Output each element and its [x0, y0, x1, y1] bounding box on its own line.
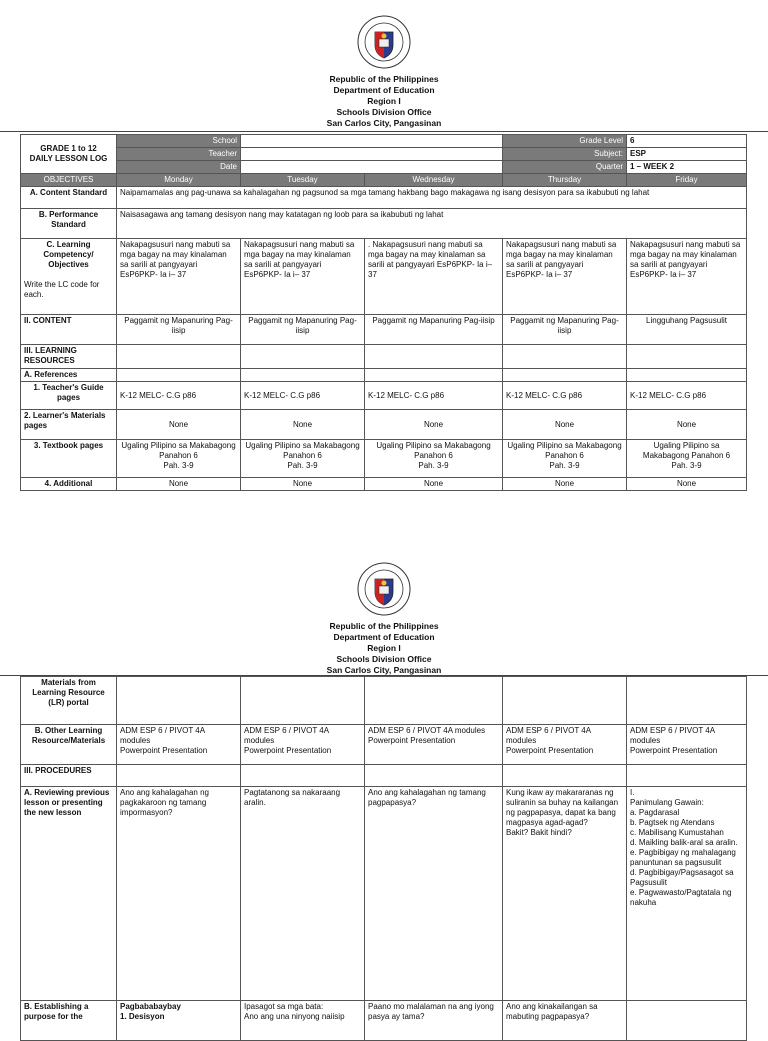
teacher-label: Teacher — [117, 148, 241, 161]
tb-tuesday: Ugaling Pilipino sa Makabagong Panahon 6 Pah. 3-9 — [241, 440, 365, 478]
textbook-label: 3. Textbook pages — [21, 440, 117, 478]
lesson-log-table-page1 — [20, 134, 747, 491]
dll-title-grade: GRADE 1 to 12 — [40, 144, 97, 153]
procedures-label: III. PROCEDURES — [21, 765, 117, 787]
add-wednesday: None — [365, 478, 503, 491]
lm-thursday: None — [503, 410, 627, 440]
lm-friday: None — [627, 410, 747, 440]
lm-tuesday: None — [241, 410, 365, 440]
lm-monday: None — [117, 410, 241, 440]
tg-friday: K-12 MELC- C.G p86 — [627, 382, 747, 410]
content-wednesday: Paggamit ng Mapanuring Pag-iisip — [365, 315, 503, 345]
additional-row — [21, 478, 747, 491]
review-friday: I. Panimulang Gawain: a. Pagdarasal b. Pagtsek ng Atendans c. Mabilisang Kumustahan d. Maikling balik-aral sa aralin. e. Pagbibigay ng mahalagang panuntunan sa pagsusulit d. Pagbibigay/Pagsasagot sa Pagsusulit e. Pagwawasto/Pagtatala ng nakuha — [627, 787, 747, 1001]
content-tuesday: Paggamit ng Mapanuring Pag-iisip — [241, 315, 365, 345]
content-standard-label: A. Content Standard — [21, 187, 117, 209]
add-thursday: None — [503, 478, 627, 491]
learning-resources-row — [21, 345, 747, 369]
review-label: A. Reviewing previous lesson or presenting the new lesson — [21, 787, 117, 1001]
performance-standard-row — [21, 209, 747, 239]
other-resources-row — [21, 725, 747, 765]
content-standard-text: Naipamamalas ang pag-unawa sa kahalagahan ng pagsunod sa mga tamang hakbang bago makagawa ng isang desisyon para sa ikabubuti ng lahat — [117, 187, 747, 209]
page1-divider — [0, 131, 768, 132]
purpose-wednesday: Paano mo malalaman na ang iyong pasya ay tama? — [365, 1001, 503, 1041]
date-label: Date — [117, 161, 241, 174]
header-region: Region I — [367, 96, 401, 106]
purpose-friday — [627, 1001, 747, 1041]
content-row — [21, 315, 747, 345]
col-friday: Friday — [627, 174, 747, 187]
learners-materials-label: 2. Learner's Materials pages — [21, 410, 117, 440]
review-row — [21, 787, 747, 1001]
procedures-row — [21, 765, 747, 787]
school-field[interactable] — [241, 135, 503, 148]
tg-thursday: K-12 MELC- C.G p86 — [503, 382, 627, 410]
header-region: Region I — [367, 643, 401, 653]
content-thursday: Paggamit ng Mapanuring Pag-iisip — [503, 315, 627, 345]
other-friday: ADM ESP 6 / PIVOT 4A modules Powerpoint Presentation — [627, 725, 747, 765]
references-row — [21, 369, 747, 382]
competency-label: C. Learning Competency/ Objectives — [43, 240, 94, 269]
competency-wednesday: . Nakapagsusuri nang mabuti sa mga bagay na may kinalaman sa sarili at pangyayari EsP6PKP- Ia i– 37 — [365, 239, 503, 315]
col-monday: Monday — [117, 174, 241, 187]
content-friday: Lingguhang Pagsusulit — [627, 315, 747, 345]
other-wednesday: ADM ESP 6 / PIVOT 4A modules Powerpoint Presentation — [365, 725, 503, 765]
purpose-row — [21, 1001, 747, 1041]
purpose-tuesday: Ipasagot sa mga bata: Ano ang una ninyong naiisip — [241, 1001, 365, 1041]
page1-header — [0, 15, 768, 129]
page2-header — [0, 562, 768, 676]
col-wednesday: Wednesday — [365, 174, 503, 187]
review-monday: Ano ang kahalagahan ng pagkakaroon ng tamang impormasyon? — [117, 787, 241, 1001]
col-tuesday: Tuesday — [241, 174, 365, 187]
purpose-label: B. Establishing a purpose for the — [21, 1001, 117, 1041]
lesson-log-table-page2 — [20, 676, 747, 1041]
tb-wednesday: Ugaling Pilipino sa Makabagong Panahon 6 Pah. 3-9 — [365, 440, 503, 478]
add-monday: None — [117, 478, 241, 491]
learners-materials-row — [21, 410, 747, 440]
review-tuesday: Pagtatanong sa nakaraang aralin. — [241, 787, 365, 1001]
lm-wednesday: None — [365, 410, 503, 440]
dll-title — [21, 135, 117, 174]
deped-seal-icon — [357, 562, 411, 616]
add-friday: None — [627, 478, 747, 491]
header-department: Department of Education — [333, 632, 435, 642]
grade-level-label: Grade Level — [503, 135, 627, 148]
competency-tuesday: Nakapagsusuri nang mabuti sa mga bagay na may kinalaman sa sarili at pangyayari EsP6PKP- Ia i– 37 — [241, 239, 365, 315]
other-resources-label: B. Other Learning Resource/Materials — [21, 725, 117, 765]
review-thursday: Kung ikaw ay makararanas ng suliranin sa buhay na kailangan ng pagpapasya, dapat ka bang magpasya agad-agad? Bakit? Bakit hindi? — [503, 787, 627, 1001]
performance-standard-text: Naisasagawa ang tamang desisyon nang may katatagan ng loob para sa ikabubuti ng lahat — [117, 209, 747, 239]
textbook-row — [21, 440, 747, 478]
competency-label-cell — [21, 239, 117, 315]
header-city: San Carlos City, Pangasinan — [326, 665, 442, 675]
other-thursday: ADM ESP 6 / PIVOT 4A modules Powerpoint Presentation — [503, 725, 627, 765]
tg-monday: K-12 MELC- C.G p86 — [117, 382, 241, 410]
grade-level-value[interactable]: 6 — [627, 135, 747, 148]
tg-wednesday: K-12 MELC- C.G p86 — [365, 382, 503, 410]
header-republic: Republic of the Philippines — [329, 621, 439, 631]
performance-standard-label: B. Performance Standard — [21, 209, 117, 239]
dll-title-log: DAILY LESSON LOG — [29, 154, 108, 163]
other-monday: ADM ESP 6 / PIVOT 4A modules Powerpoint Presentation — [117, 725, 241, 765]
date-field[interactable] — [241, 161, 503, 174]
tb-thursday: Ugaling Pilipino sa Makabagong Panahon 6 Pah. 3-9 — [503, 440, 627, 478]
teachers-guide-label: 1. Teacher's Guide pages — [21, 382, 117, 410]
teacher-field[interactable] — [241, 148, 503, 161]
other-tuesday: ADM ESP 6 / PIVOT 4A modules Powerpoint Presentation — [241, 725, 365, 765]
learning-resources-label: III. LEARNING RESOURCES — [21, 345, 117, 369]
lr-portal-row — [21, 677, 747, 725]
tb-friday: Ugaling Pilipino sa Makabagong Panahon 6 Pah. 3-9 — [627, 440, 747, 478]
header-division: Schools Division Office — [336, 107, 432, 117]
header-republic: Republic of the Philippines — [329, 74, 439, 84]
review-wednesday: Ano ang kahalagahan ng tamang pagpapasya? — [365, 787, 503, 1001]
content-monday: Paggamit ng Mapanuring Pag-iisip — [117, 315, 241, 345]
content-label: II. CONTENT — [21, 315, 117, 345]
add-tuesday: None — [241, 478, 365, 491]
competency-row — [21, 239, 747, 315]
quarter-value[interactable]: 1 – WEEK 2 — [627, 161, 747, 174]
header-division: Schools Division Office — [336, 654, 432, 664]
competency-thursday: Nakapagsusuri nang mabuti sa mga bagay na may kinalaman sa sarili at pangyayari EsP6PKP- Ia i– 37 — [503, 239, 627, 315]
teachers-guide-row — [21, 382, 747, 410]
additional-label: 4. Additional — [21, 478, 117, 491]
col-objectives: OBJECTIVES — [21, 174, 117, 187]
lr-portal-label: Materials from Learning Resource (LR) portal — [21, 677, 117, 725]
col-thursday: Thursday — [503, 174, 627, 187]
subject-label: Subject: — [503, 148, 627, 161]
competency-friday: Nakapagsusuri nang mabuti sa mga bagay na may kinalaman sa sarili at pangyayari EsP6PKP- Ia i– 37 — [627, 239, 747, 315]
school-label: School — [117, 135, 241, 148]
competency-note: Write the LC code for each. — [24, 280, 100, 299]
day-header-row — [21, 174, 747, 187]
tb-monday: Ugaling Pilipino sa Makabagong Panahon 6 Pah. 3-9 — [117, 440, 241, 478]
competency-monday: Nakapagsusuri nang mabuti sa mga bagay na may kinalaman sa sarili at pangyayari EsP6PKP- Ia i– 37 — [117, 239, 241, 315]
header-department: Department of Education — [333, 85, 435, 95]
quarter-label: Quarter — [503, 161, 627, 174]
deped-seal-icon — [357, 15, 411, 69]
purpose-monday: Pagbababaybay 1. Desisyon — [117, 1001, 241, 1041]
purpose-thursday: Ano ang kinakailangan sa mabuting pagpapasya? — [503, 1001, 627, 1041]
tg-tuesday: K-12 MELC- C.G p86 — [241, 382, 365, 410]
subject-value[interactable]: ESP — [627, 148, 747, 161]
content-standard-row — [21, 187, 747, 209]
header-city: San Carlos City, Pangasinan — [326, 118, 442, 128]
references-label: A. References — [21, 369, 117, 382]
